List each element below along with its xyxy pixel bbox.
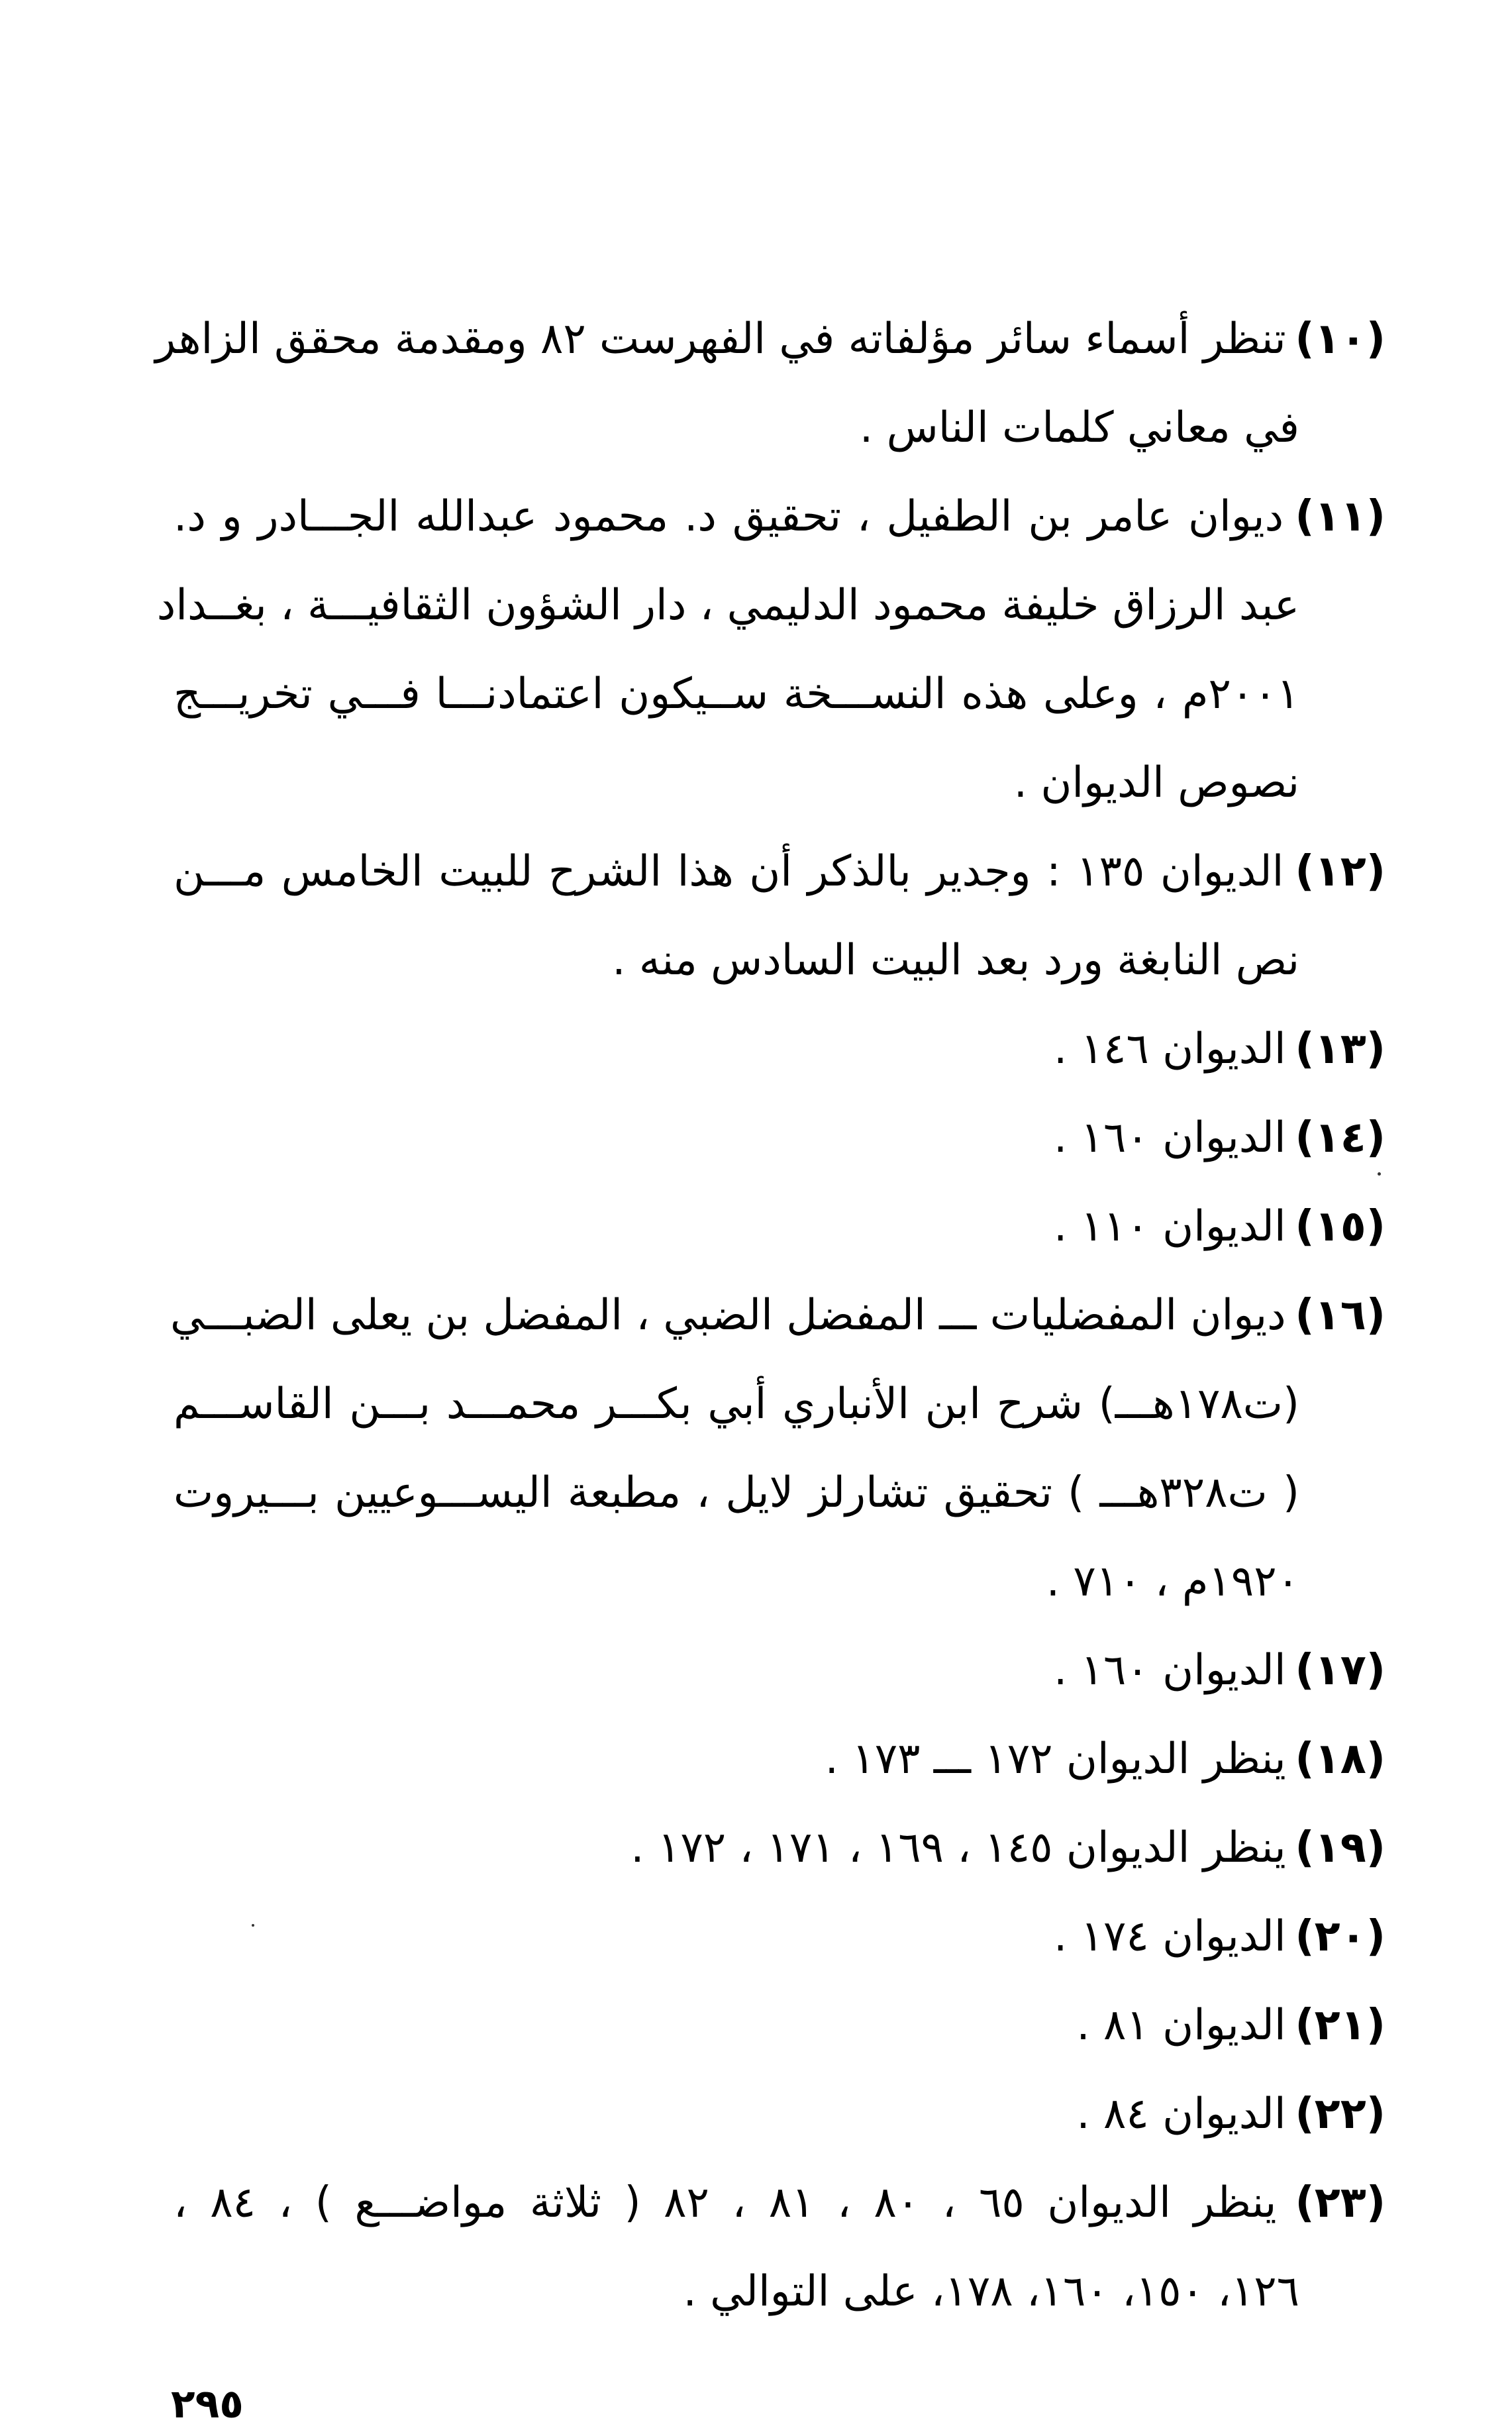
- footnote-first-line: [174, 1715, 1386, 1803]
- footnote-continuation-line: ( ت٣٢٨هـــ ) تحقيق تشارلز لايل ، مطبعة اليســـوعيين بـــيروت: [174, 1468, 1300, 1517]
- footnote-first-line: [174, 1182, 1386, 1271]
- footnote-number: (١٨): [1295, 1735, 1386, 1784]
- footnote-number: (١٢): [1295, 847, 1386, 896]
- footnote-text: الديوان ١١٠ .: [1053, 1202, 1286, 1251]
- footnote-text: الديوان ٨١ .: [1076, 2001, 1286, 2050]
- footnote: [156, 472, 1386, 827]
- footnote: [174, 827, 1386, 1005]
- scan-speck: [252, 1924, 254, 1927]
- footnote-continuation-line: في معاني كلمات الناس .: [859, 403, 1299, 452]
- footnote-first-line: [174, 1005, 1386, 1093]
- footnote-continuation-line: ١٩٢٠م ، ٧١٠ .: [1046, 1557, 1299, 1606]
- footnote-first-line: [174, 1892, 1386, 1981]
- footnote-number: (١٣): [1295, 1025, 1386, 1074]
- footnote-number: (١٩): [1295, 1823, 1386, 1872]
- footnote: [170, 1271, 1386, 1626]
- footnote-first-line: [174, 1981, 1386, 2070]
- footnote-number: (١٦): [1295, 1291, 1386, 1340]
- footnote-number: (١٠): [1295, 315, 1386, 364]
- footnote-continuation-line: عبد الرزاق خليفة محمود الدليمي ، دار الشؤون الثقافيـــة ، بغــداد: [156, 581, 1299, 630]
- footnote: [174, 2158, 1386, 2336]
- footnote: [174, 1981, 1386, 2070]
- scan-speck: [1378, 1172, 1381, 1176]
- footnote-text: الديوان ١٦٠ .: [1053, 1113, 1286, 1162]
- footnote-text: الديوان ١٣٥ : وجدير بالذكر أن هذا الشرح للبيت الخامس مـــن: [174, 847, 1284, 896]
- footnote: [174, 1892, 1386, 1981]
- footnote-number: (٢٠): [1295, 1912, 1386, 1961]
- footnote-first-line: [155, 295, 1386, 383]
- footnote-text: الديوان ١٦٠ .: [1053, 1646, 1286, 1695]
- footnote-text: ينظر الديوان ١٧٢ ـــ ١٧٣ .: [825, 1735, 1286, 1784]
- footnote: [174, 1182, 1386, 1271]
- footnote-first-line: [174, 2158, 1386, 2247]
- footnote-text: الديوان ١٧٤ .: [1053, 1912, 1286, 1961]
- footnote-first-line: [174, 2070, 1386, 2158]
- footnote-text: تنظر أسماء سائر مؤلفاته في الفهرست ٨٢ ومقدمة محقق الزاهر: [155, 315, 1286, 364]
- footnote-number: (٢٣): [1295, 2178, 1386, 2227]
- footnote-continuation-line: ٢٠٠١م ، وعلى هذه النســـخة ســيكون اعتمادنـــا فـــي تخريـــج: [174, 670, 1299, 719]
- footnote-first-line: [174, 1093, 1386, 1182]
- footnote-text: ديوان المفضليات ـــ المفضل الضبي ، المفضل بن يعلى الضبـــي: [170, 1291, 1286, 1340]
- footnote: [174, 2070, 1386, 2158]
- footnote-first-line: [174, 1803, 1386, 1892]
- footnote-first-line: [174, 472, 1386, 561]
- footnote: [174, 1803, 1386, 1892]
- footnote-continuation-line: نص النابغة ورد بعد البيت السادس منه .: [612, 936, 1299, 985]
- footnote-first-line: [174, 827, 1386, 916]
- footnote-text: ينظر الديوان ١٤٥ ، ١٦٩ ، ١٧١ ، ١٧٢ .: [630, 1823, 1286, 1872]
- footnote-text: الديوان ٨٤ .: [1076, 2090, 1286, 2139]
- footnote-number: (١١): [1295, 492, 1386, 541]
- footnote: [174, 1626, 1386, 1715]
- footnote-number: (٢٢): [1295, 2090, 1386, 2139]
- footnote-number: (١٧): [1295, 1646, 1386, 1695]
- footnote: [174, 1093, 1386, 1182]
- footnote-continuation-line: ١٢٦، ١٥٠، ١٦٠، ١٧٨، على التوالي .: [683, 2267, 1299, 2316]
- page-number: ٢٩٥: [171, 2381, 244, 2427]
- footnote-continuation-line: (ت١٧٨هـــ) شرح ابن الأنباري أبي بكـــر محمـــد بـــن القاســـم: [174, 1380, 1299, 1429]
- footnote-number: (٢١): [1295, 2001, 1386, 2050]
- footnote-text: ديوان عامر بن الطفيل ، تحقيق د. محمود عبدالله الجـــادر و د.: [174, 492, 1284, 541]
- footnote-text: ينظر الديوان ٦٥ ، ٨٠ ، ٨١ ، ٨٢ ( ثلاثة مواضـــع ) ، ٨٤ ،: [174, 2178, 1277, 2227]
- footnote-number: (١٤): [1295, 1113, 1386, 1162]
- footnotes-list: [155, 295, 1386, 2336]
- footnote: [174, 1005, 1386, 1093]
- footnote: [155, 295, 1386, 472]
- footnote-continuation-line: نصوص الديوان .: [1013, 758, 1299, 807]
- footnote-number: (١٥): [1295, 1202, 1386, 1251]
- footnote-first-line: [174, 1626, 1386, 1715]
- footnote-first-line: [170, 1271, 1386, 1360]
- footnote-text: الديوان ١٤٦ .: [1053, 1025, 1286, 1074]
- footnote: [174, 1715, 1386, 1803]
